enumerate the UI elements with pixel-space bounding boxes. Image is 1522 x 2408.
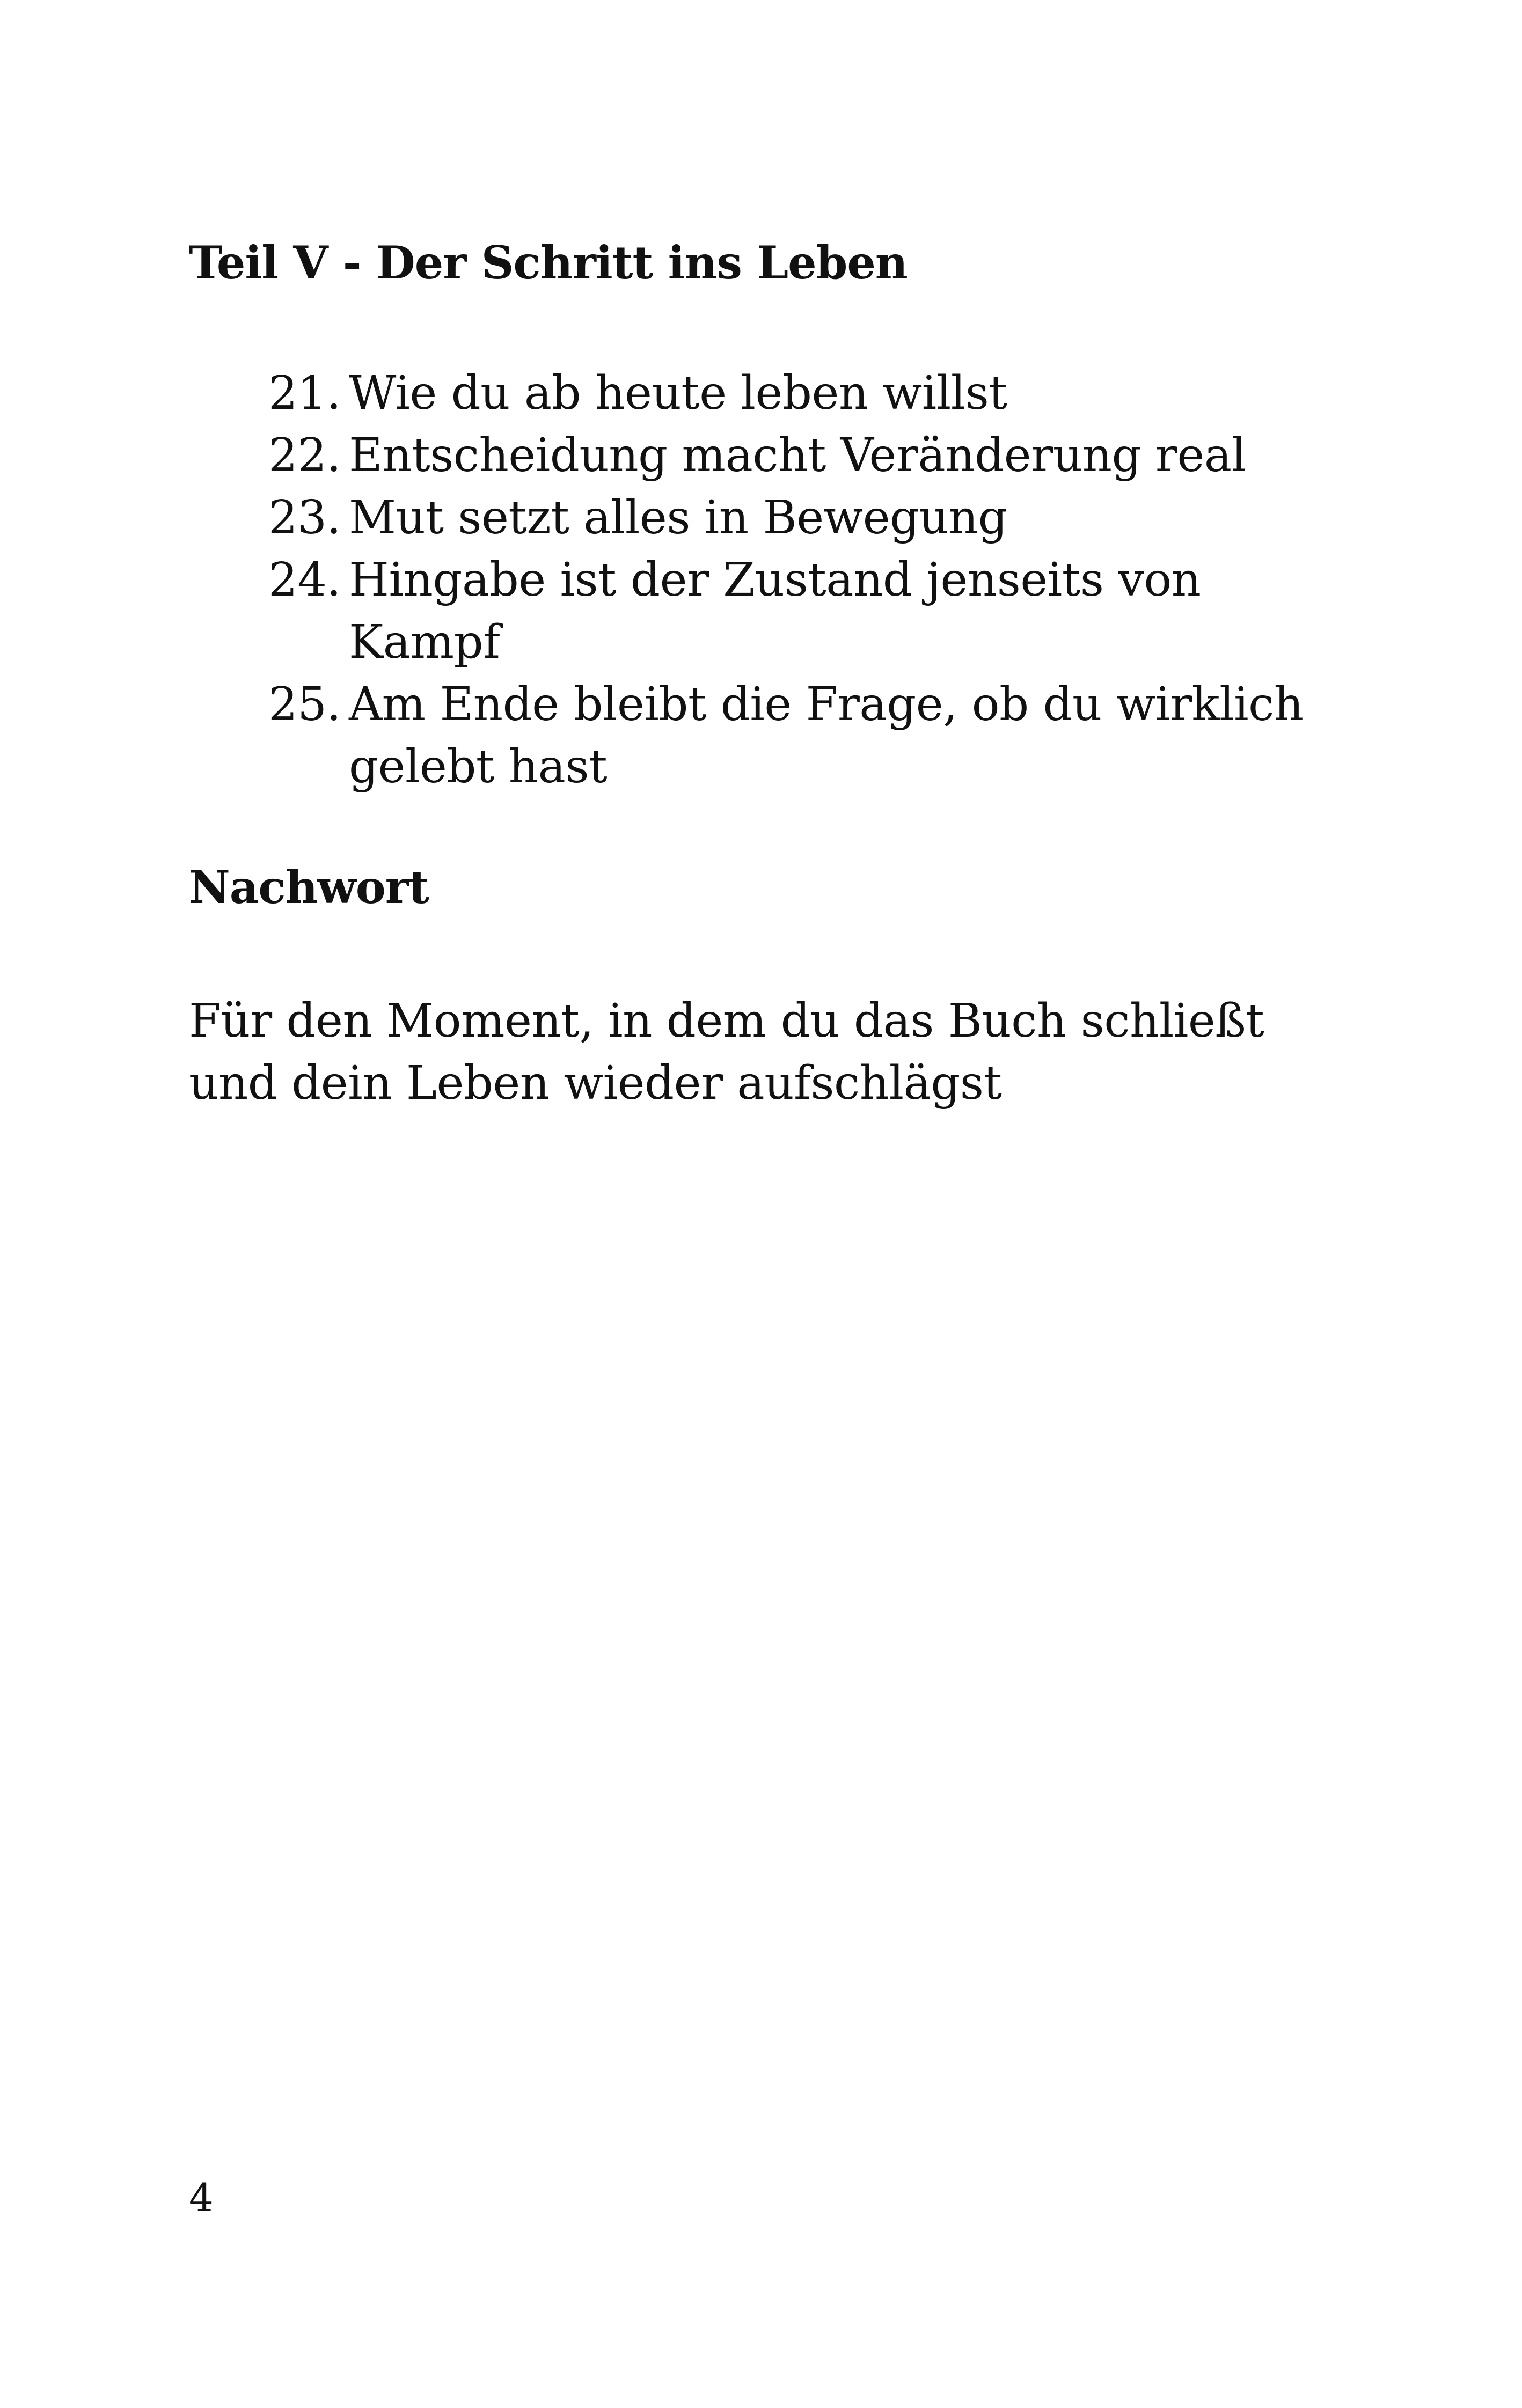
chapter-list (268, 362, 1352, 798)
chapter-number: 23. (268, 491, 341, 545)
chapter-number: 24. (268, 553, 341, 607)
page-number: 4 (189, 2175, 214, 2220)
chapter-item (268, 362, 1352, 424)
afterword-line: Für den Moment, in dem du das Buch schließt (189, 994, 1264, 1048)
chapter-item (268, 487, 1352, 549)
chapter-title: Wie du ab heute leben willst (349, 366, 1007, 420)
chapter-title: Mut setzt alles in Bewegung (349, 491, 1007, 545)
chapter-number: 21. (268, 366, 341, 420)
afterword-heading: Nachwort (189, 861, 429, 914)
chapter-title: Entscheidung macht Veränderung real (349, 429, 1246, 482)
section-heading: Teil V - Der Schritt ins Leben (189, 236, 908, 289)
chapter-number: 25. (268, 678, 341, 731)
chapter-item (268, 549, 1352, 673)
chapter-number: 22. (268, 429, 341, 482)
chapter-item (268, 673, 1352, 798)
chapter-item (268, 424, 1352, 487)
chapter-title: Am Ende bleibt die Frage, ob du wirklich gelebt hast (349, 678, 1304, 794)
chapter-title: Hingabe ist der Zustand jenseits von Kampf (349, 553, 1201, 669)
afterword-line: und dein Leben wieder aufschlägst (189, 1056, 1002, 1110)
afterword-text (189, 990, 1316, 1114)
